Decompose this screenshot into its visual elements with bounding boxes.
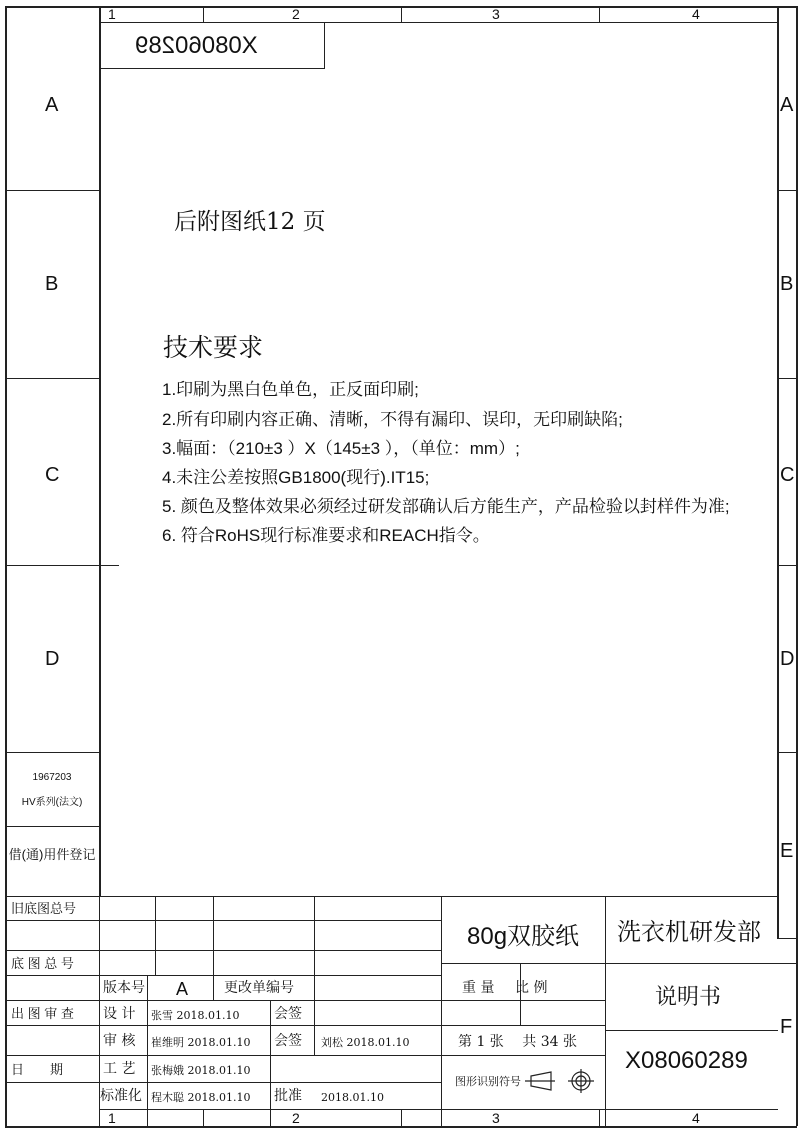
- col-number-top: 4: [692, 6, 700, 22]
- col-number-top: 2: [292, 6, 300, 22]
- col-number-top: 3: [492, 6, 500, 22]
- row-div-right-bc: [777, 378, 796, 379]
- col-number-bottom: 1: [108, 1110, 116, 1126]
- inner-left-line: [99, 6, 101, 896]
- row-letter-right: C: [780, 464, 795, 486]
- row-div-right-ef: [777, 938, 796, 939]
- frame-left-line: [5, 6, 7, 1126]
- projection-symbol-icon: [521, 1068, 603, 1094]
- col-div-bottom-3: [599, 1109, 600, 1126]
- requirement-item: 6. 符合RoHS现行标准要求和REACH指令。: [162, 526, 490, 545]
- tb-line-1025: [5, 1025, 605, 1026]
- row-letter-right: D: [780, 648, 795, 670]
- col-number-top: 1: [108, 6, 116, 22]
- weight-label: 重 量: [462, 980, 495, 996]
- row-div-left-ab: [5, 190, 99, 191]
- row-div-right-ab: [777, 190, 796, 191]
- approve-value: 2018.01.10: [321, 1091, 384, 1104]
- tb-line-left-920: [5, 920, 441, 921]
- tb-line-dept-bottom: [605, 963, 796, 964]
- approve-label: 批准: [274, 1088, 302, 1104]
- col-number-bottom: 4: [692, 1110, 700, 1126]
- version-value: A: [176, 979, 189, 999]
- department-name: 洗衣机研发部: [617, 918, 761, 946]
- requirement-item: 1.印刷为黑白色单色，正反面印刷;: [162, 380, 419, 399]
- tb-line-1000: [5, 1000, 605, 1001]
- top-code-box: [99, 22, 325, 69]
- standardization-value: 程木聪 2018.01.10: [151, 1091, 251, 1104]
- side-series: HV系列(法文): [21, 797, 83, 808]
- frame-bottom-line: [5, 1126, 797, 1128]
- scale-label: 比 例: [515, 980, 548, 996]
- row-div-right-de: [777, 752, 796, 753]
- row-div-right-cd: [777, 565, 796, 566]
- tb-v-605: [605, 896, 606, 1126]
- issue-review-label: 出 图 审 查: [11, 1006, 74, 1021]
- date-label: 日 期: [11, 1062, 64, 1077]
- standardization-label: 标准化: [100, 1088, 142, 1104]
- row-div-left-borrow: [5, 826, 99, 827]
- material-spec: 80g双胶纸: [467, 923, 580, 950]
- requirement-item: 4.未注公差按照GB1800(现行).IT15;: [162, 468, 430, 487]
- col-div-top-2: [401, 6, 402, 22]
- tb-top-line: [5, 896, 778, 897]
- tb-v-155: [155, 896, 156, 975]
- borrow-register-label: 借(通)用件登记: [8, 847, 96, 862]
- row-letter-right: F: [780, 1016, 793, 1038]
- change-number-label: 更改单编号: [224, 980, 294, 996]
- col-number-bottom: 2: [292, 1110, 300, 1126]
- tb-line-1082: [5, 1082, 441, 1083]
- tb-line-975: [5, 975, 441, 976]
- col-div-top-1: [203, 6, 204, 22]
- row-div-left-bc: [5, 378, 99, 379]
- design-value: 张雪 2018.01.10: [151, 1009, 240, 1022]
- requirement-item: 5. 颜色及整体效果必须经过研发部确认后方能生产，产品检验以封样件为准;: [162, 497, 730, 516]
- sheet-info: 第 1 张 共 34 张: [458, 1034, 577, 1050]
- requirements-title: 技术要求: [163, 333, 264, 362]
- col-div-bottom-1: [203, 1109, 204, 1126]
- row-letter-left: A: [45, 94, 59, 116]
- tb-v-147: [147, 975, 148, 1126]
- row-letter-right: A: [780, 94, 794, 116]
- version-label: 版本号: [103, 980, 145, 996]
- side-number: 1967203: [32, 772, 72, 783]
- attached-pages-note: 后附图纸12 页: [174, 209, 326, 235]
- col-div-top-3: [599, 6, 600, 22]
- review-label: 审 核: [103, 1033, 136, 1049]
- tb-v-270: [270, 1000, 271, 1126]
- figure-id-label: 图形识别符号: [455, 1076, 521, 1088]
- row-letter-left: D: [45, 648, 60, 670]
- colnum-strip-bottom: [99, 1109, 778, 1110]
- row-div-left-de: [5, 752, 99, 753]
- col-number-bottom: 3: [492, 1110, 500, 1126]
- review-value: 崔维明 2018.01.10: [151, 1036, 251, 1049]
- requirement-item: 2.所有印刷内容正确、清晰，不得有漏印、误印，无印刷缺陷;: [162, 410, 623, 429]
- process-value: 张梅娥 2018.01.10: [151, 1064, 251, 1077]
- countersign-label: 会签: [274, 1006, 302, 1022]
- mirrored-code-text: X08060289: [135, 32, 258, 59]
- inner-right-line: [777, 6, 779, 938]
- row-letter-right: E: [780, 840, 794, 862]
- tb-v-213: [213, 896, 214, 1000]
- row-letter-right: B: [780, 273, 794, 295]
- document-name: 说明书: [655, 985, 722, 1010]
- tb-v-314: [314, 896, 315, 1056]
- base-number-label: 底 图 总 号: [11, 956, 74, 971]
- countersign2-label: 会签: [274, 1033, 302, 1049]
- frame-right-line: [796, 6, 798, 1126]
- requirement-item: 3.幅面：（210±3 ）X（145±3 ），（单位：mm）;: [162, 439, 520, 458]
- countersign2-value: 刘松 2018.01.10: [321, 1036, 410, 1049]
- process-label: 工 艺: [103, 1061, 136, 1077]
- tb-line-left-950: [5, 950, 441, 951]
- design-label: 设 计: [103, 1006, 136, 1022]
- tb-line-1055: [5, 1055, 605, 1056]
- row-letter-left: B: [45, 273, 59, 295]
- col-div-bottom-2: [401, 1109, 402, 1126]
- tb-v-441: [441, 896, 442, 1126]
- tb-line-docname-bottom: [605, 1030, 778, 1031]
- old-base-number-label: 旧底图总号: [11, 901, 77, 916]
- drawing-number: X08060289: [625, 1047, 748, 1074]
- row-div-left-cd: [5, 565, 119, 566]
- row-letter-left: C: [45, 464, 60, 486]
